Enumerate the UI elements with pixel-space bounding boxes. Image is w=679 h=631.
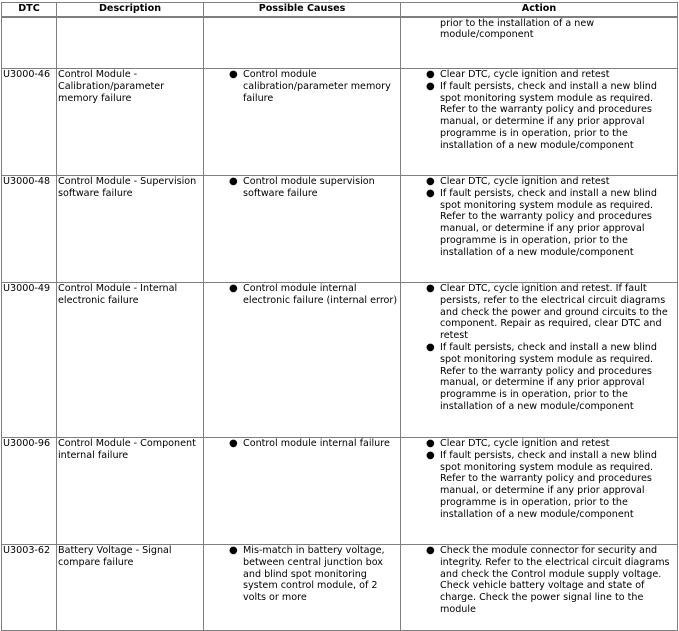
bullet-icon: ● [426,187,435,199]
bullet-icon: ● [426,176,435,187]
cause-item: ● Control module calibration/parameter memory failure [229,69,391,104]
table-row [2,545,678,631]
causes-cell-empty [204,17,401,69]
bullet-icon: ● [426,449,435,461]
action-item: ● Clear DTC, cycle ignition and retest [426,69,610,80]
bullet-icon: ● [426,545,435,556]
dtc-table [1,2,678,631]
table-row [2,69,678,176]
causes-cell [204,69,401,176]
bullet-icon: ● [426,341,435,353]
dtc-code: U3000-46 [2,69,57,176]
action-cell [401,176,678,283]
dtc-code: U3003-62 [2,545,57,631]
bullet-icon: ● [426,69,435,80]
dtc-description: Control Module - Internal electronic failure [57,283,204,438]
action-continued-text: prior to the installation of a new module/component [440,17,595,41]
dtc-code: U3000-48 [2,176,57,283]
header-dtc: DTC [2,3,57,17]
causes-cell [204,176,401,283]
bullet-icon: ● [229,438,238,449]
action-item: ● Clear DTC, cycle ignition and retest [426,438,610,449]
dtc-description: Control Module - Supervision software failure [57,176,204,283]
cause-item: ● Control module internal electronic failure (internal error) [229,283,398,306]
header-action: Action [401,3,678,17]
action-item: ● Clear DTC, cycle ignition and retest [426,176,610,187]
action-item: ● If fault persists, check and install a new blind spot monitoring system module as required. Refer to the warranty policy and procedures manual, or determine if any prior approval programme is in operation, prior to the installation of a new module/component [426,341,657,412]
bullet-icon: ● [229,545,238,556]
dtc-description: Control Module - Calibration/parameter memory failure [57,69,204,176]
bullet-icon: ● [229,283,238,294]
action-cell [401,545,678,631]
table-row [2,176,678,283]
header-causes: Possible Causes [204,3,401,17]
header-row [2,3,678,17]
action-cell [401,438,678,545]
dtc-description: Control Module - Component internal failure [57,438,204,545]
action-item: ● Check the module connector for security and integrity. Refer to the electrical circuit diagrams and check the Control module supply voltage. Check vehicle battery voltage and state of charge. Check the power signal line to the module [426,545,670,615]
dtc-description: Battery Voltage - Signal compare failure [57,545,204,631]
causes-cell [204,438,401,545]
table-row-continued [2,17,678,69]
action-item: ● If fault persists, check and install a new blind spot monitoring system module as required. Refer to the warranty policy and procedures manual, or determine if any prior approval programme is in operation, prior to the installation of a new module/component [426,449,657,520]
cause-item: ● Control module supervision software failure [229,176,375,199]
dtc-cell-empty [2,17,57,69]
action-cell [401,17,678,69]
dtc-code: U3000-96 [2,438,57,545]
action-cell [401,283,678,438]
bullet-icon: ● [426,80,435,92]
table-row [2,283,678,438]
bullet-icon: ● [426,438,435,449]
action-item: ● If fault persists, check and install a new blind spot monitoring system module as required. Refer to the warranty policy and procedures manual, or determine if any prior approval programme is in operation, prior to the installation of a new module/component [426,187,657,258]
bullet-icon: ● [229,176,238,187]
bullet-icon: ● [426,283,435,294]
bullet-icon: ● [229,69,238,80]
causes-cell [204,545,401,631]
cause-item: ● Mis-match in battery voltage, between central junction box and blind spot monitoring system control module, of 2 volts or more [229,545,385,604]
action-cell [401,69,678,176]
action-item: ● Clear DTC, cycle ignition and retest. If fault persists, refer to the electrical circuit diagrams and check the power and ground circuits to the component. Repair as required, clear DTC and retest [426,283,668,342]
cause-item: ● Control module internal failure [229,438,390,449]
description-cell-empty [57,17,204,69]
causes-cell [204,283,401,438]
dtc-code: U3000-49 [2,283,57,438]
action-item: ● If fault persists, check and install a new blind spot monitoring system module as required. Refer to the warranty policy and procedures manual, or determine if any prior approval programme is in operation, prior to the installation of a new module/component [426,80,657,151]
table-row [2,438,678,545]
header-description: Description [57,3,204,17]
